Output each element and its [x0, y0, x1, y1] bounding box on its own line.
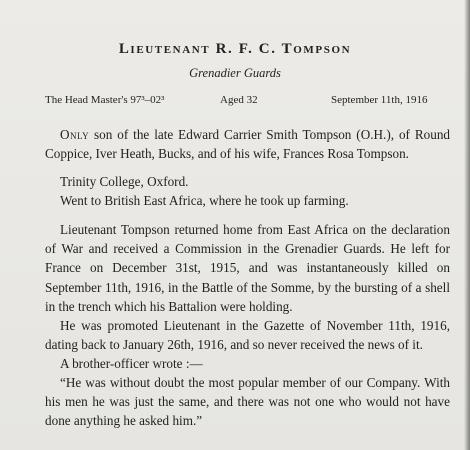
- page-title: Lieutenant R. F. C. Tompson: [118, 41, 352, 57]
- page-edge-shadow: [464, 0, 470, 450]
- quotation: [45, 373, 450, 431]
- paragraph-college: [45, 172, 450, 191]
- paragraph-lead-word: Only: [60, 127, 90, 142]
- paragraph-africa: [45, 191, 450, 210]
- paragraph-brother-officer-text: A brother-officer wrote :—: [60, 356, 203, 371]
- paragraph-africa-text: Went to British East Africa, where he took up farming.: [60, 193, 349, 208]
- paragraph-parentage-text: son of the late Edward Carrier Smith Tompson (O.H.), of Round Coppice, Iver Heath, Bucks, and of his wife, Frances Rosa Tompson.: [45, 127, 451, 162]
- paragraph-promotion: [45, 316, 450, 354]
- paragraph-college-text: Trinity College, Oxford.: [60, 174, 189, 189]
- regiment-subtitle: Grenadier Guards: [189, 66, 281, 80]
- paragraph-service-text: Lieutenant Tompson returned home from East Africa on the declaration of War and received a Commission in the Grenadier Guards. He left for France on December 31st, 1915, and was instantaneously killed on September 11th, 1916, in the Battle of the Somme, by the bursting of a shell in the trench which his Battalion were holding.: [45, 222, 450, 314]
- age-note: Aged 32: [220, 94, 258, 106]
- paragraph-service: [45, 220, 450, 316]
- date-note: September 11th, 1916: [331, 94, 428, 106]
- paragraph-parentage: [45, 125, 450, 163]
- house-note: The Head Master's 97³–02³: [45, 94, 165, 106]
- paragraph-brother-officer: [45, 354, 450, 373]
- quotation-text: “He was without doubt the most popular member of our Company. With his men he was just the same, and there was not one who would not have done anything he asked him.”: [45, 375, 450, 429]
- paragraph-promotion-text: He was promoted Lieutenant in the Gazette of November 11th, 1916, dating back to January 26th, 1916, and so never received the news of it.: [45, 318, 450, 353]
